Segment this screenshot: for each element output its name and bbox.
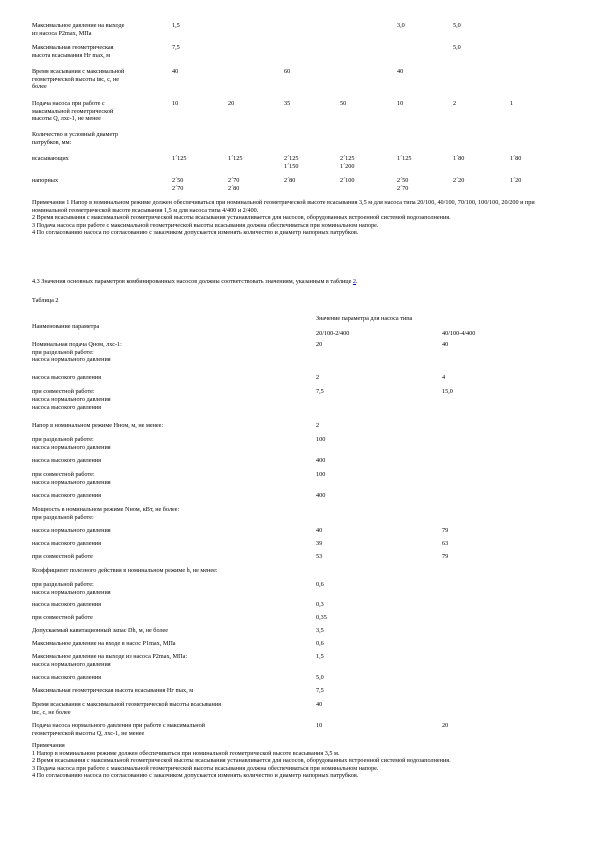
table-2-row-label: Максимальная геометрическая высота всасывания Hг max, м	[32, 687, 194, 694]
table-2-col-1: 20/100-2/400	[316, 330, 350, 337]
table-1-cell: 1´125	[397, 155, 412, 162]
table-2-row-label: при раздельной работе: насоса нормального давления	[32, 581, 111, 596]
table-2-row-label: Коэффициент полезного действия в номинальном режиме h, не менее:	[32, 567, 218, 574]
table-2-cell-col2: 4	[442, 374, 446, 381]
table-1-cell: 50	[340, 100, 347, 107]
table-2-row-label: насоса высокого давления	[32, 601, 101, 608]
table-2-row-label: при совместной работе	[32, 553, 93, 560]
table-2-row-label: Номинальная подача Qном, лхс-1: при раздельной работе: насоса нормального давления	[32, 341, 122, 364]
table-2-row-label: Напор в номинальном режиме Hном, м, не менее:	[32, 422, 164, 429]
table-2-cell-col1: 0,35	[316, 614, 327, 621]
table-2-cell-col1: 10	[316, 722, 323, 729]
table-1-cell: 3,0	[397, 22, 405, 29]
table-2-row-label: насоса высокого давления	[32, 492, 101, 499]
table-1-cell: 5,0	[453, 44, 461, 51]
table-2-cell-col1: 0,3	[316, 601, 324, 608]
table-2-row-label: при совместной работе	[32, 614, 93, 621]
table-2-cell-col1: 0,6	[316, 581, 324, 588]
table-1-row-label: Время всасывания с максимальной геометрической высоты tвс, с, не более	[32, 68, 125, 91]
table-1-cell: 1´125	[228, 155, 243, 162]
table-2-cell-col1: 2	[316, 422, 320, 429]
table-1-cell: 60	[284, 68, 291, 75]
table-1-notes: Примечания 1 Напор в номинальном режиме должен обеспечиваться при номинальной геометрической высоте всасывания 3,5 м для насоса типа 20/100, 40/100, 70/100, 100/100, 20/200 и при номинальной геометрической высоте всасывания 1,5 м для насоса типа 4/400 и 2/400. 2 Время всасывания с максимальной геометрической высоты всасывания устанавливается для насосов, оборудованных встроенной системой водозаполнения. 3 Подача насоса при работе с максимальной геометрической высоты всасывания должна обеспечиваться при номинальном напоре. 4 По согласованию насоса по согласованию с заказчиком допускается изменять количество и диаметр напорных патрубков.	[32, 199, 535, 237]
table-1-cell: 40	[172, 68, 179, 75]
table-2-cell-col1: 7,5	[316, 388, 324, 395]
table-1-row-label: Максимальное давление на выходе из насоса P2max, МПа	[32, 22, 125, 37]
table-2-cell-col2: 79	[442, 527, 449, 534]
table-1-cell: 2´100	[340, 177, 355, 184]
table-2-cell-col1: 53	[316, 553, 323, 560]
table-1-cell: 35	[284, 100, 291, 107]
table-2-cell-col1: 40	[316, 701, 323, 708]
table-2-cell-col1: 400	[316, 457, 326, 464]
table-2-cell-col1: 100	[316, 471, 326, 478]
table-2-row-label: Время всасывания с максимальной геометрической высоты всасывания tвс, с, не более	[32, 701, 221, 716]
table-2-row-label: насоса высокого давления	[32, 404, 101, 411]
table-1-cell: 1´80	[510, 155, 522, 162]
table-1-cell: 7,5	[172, 44, 180, 51]
table-1-cell: 2´80	[284, 177, 296, 184]
table-2-row-label: насоса нормального давления	[32, 527, 111, 534]
table-1-cell: 20	[228, 100, 235, 107]
table-2-caption: Таблица 2	[32, 297, 59, 304]
table-1-cell: 1´125	[172, 155, 187, 162]
table-2-cell-col1: 1,5	[316, 653, 324, 660]
table-1-cell: 2´70 2´80	[228, 177, 240, 192]
table-1-cell: 2´125 1´150	[284, 155, 299, 170]
table-2-row-label: насоса высокого давления	[32, 374, 101, 381]
paragraph-text: 4.3 Значения основных параметров комбинированных насосов должны соответствовать значениям, указанным в таблице	[32, 278, 353, 285]
table-1-cell: 1´80	[453, 155, 465, 162]
table-2-cell-col1: 5,0	[316, 674, 324, 681]
table-2-row-label: Максимальное давление на выходе из насоса P2max, МПа: насоса нормального давления	[32, 653, 188, 668]
table-1-cell: 1	[510, 100, 514, 107]
table-1-cell: 10	[397, 100, 404, 107]
table-1-cell: 40	[397, 68, 404, 75]
table-2-row-label: Максимальное давление на входе в насос P1max, МПа	[32, 640, 176, 647]
table-2-row-label: Мощность в номинальном режиме Nном, кВт, не более: при раздельной работе:	[32, 506, 180, 521]
table-2-cell-col1: 7,5	[316, 687, 324, 694]
table-2-notes: Примечания 1 Напор в номинальном режиме должен обеспечиваться при номинальной геометрической высоте всасывания 3,5 м. 2 Время всасывания с максимальной геометрической высоты всасывания устанавливается для насосов, оборудованных встроенной системой водозаполнения. 3 Подача насоса при работе с максимальной геометрической высоты всасывания должна обеспечиваться при номинальном напоре. 4 По согласованию насоса по согласованию с заказчиком допускается изменять количество и диаметр напорных патрубков.	[32, 742, 451, 780]
table-2-cell-col1: 100	[316, 436, 326, 443]
paragraph-4-3	[32, 278, 572, 286]
paragraph-end: .	[356, 278, 358, 285]
table-2-cell-col1: 39	[316, 540, 323, 547]
table-2-link[interactable]: 2	[352, 278, 356, 285]
table-1-cell: 2´20	[453, 177, 465, 184]
table-1-row-label: Количество и условный диаметр патрубков, мм:	[32, 131, 119, 146]
table-1-row-label: напорных	[32, 177, 59, 184]
table-2-cell-col1: 400	[316, 492, 326, 499]
table-2-row-label: насоса высокого давления	[32, 457, 101, 464]
table-1-cell: 2´125 1´200	[340, 155, 355, 170]
table-2-row-label: Допускаемый кавитационный запас Dh, м, не более	[32, 627, 169, 634]
table-2-header-values: Значение параметра для насоса типа	[316, 315, 413, 322]
table-2-col-2: 40/100-4/400	[442, 330, 476, 337]
table-2-row-label: при совместной работе: насоса нормального давления	[32, 471, 111, 486]
table-1-cell: 2	[453, 100, 457, 107]
table-1-cell: 1´20	[510, 177, 522, 184]
table-2-cell-col1: 3,5	[316, 627, 324, 634]
table-1-row-label: всасывающих	[32, 155, 69, 162]
table-1-cell: 10	[172, 100, 179, 107]
table-1-row-label: Подача насоса при работе с максимальной геометрической высоты Q, лхс-1, не менее	[32, 100, 114, 123]
table-1-cell: 2´50 2´70	[397, 177, 409, 192]
table-2-cell-col2: 79	[442, 553, 449, 560]
table-2-cell-col2: 63	[442, 540, 449, 547]
table-2-cell-col1: 0,6	[316, 640, 324, 647]
table-2-row-label: насоса высокого давления	[32, 674, 101, 681]
table-2-row-label: при раздельной работе: насоса нормального давления	[32, 436, 111, 451]
table-2-cell-col2: 20	[442, 722, 449, 729]
table-2-cell-col1: 40	[316, 527, 323, 534]
table-1-cell: 5,0	[453, 22, 461, 29]
table-2-cell-col1: 20	[316, 341, 323, 348]
table-2-row-label: при совместной работе: насоса нормального давления	[32, 388, 111, 403]
table-2-row-label: Подача насоса нормального давления при работе с максимальной геометрической высоты Q, лхс-1, не менее	[32, 722, 205, 737]
table-2-row-label: насоса высокого давления	[32, 540, 101, 547]
table-2-cell-col1: 2	[316, 374, 320, 381]
table-1-cell: 2´50 2´70	[172, 177, 184, 192]
table-1-cell: 1,5	[172, 22, 180, 29]
table-2-cell-col2: 15,0	[442, 388, 453, 395]
table-2-header-name: Наименование параметра	[32, 323, 100, 330]
table-2-cell-col2: 40	[442, 341, 449, 348]
table-1-row-label: Максимальная геометрическая высота всасывания Hг max, м	[32, 44, 114, 59]
